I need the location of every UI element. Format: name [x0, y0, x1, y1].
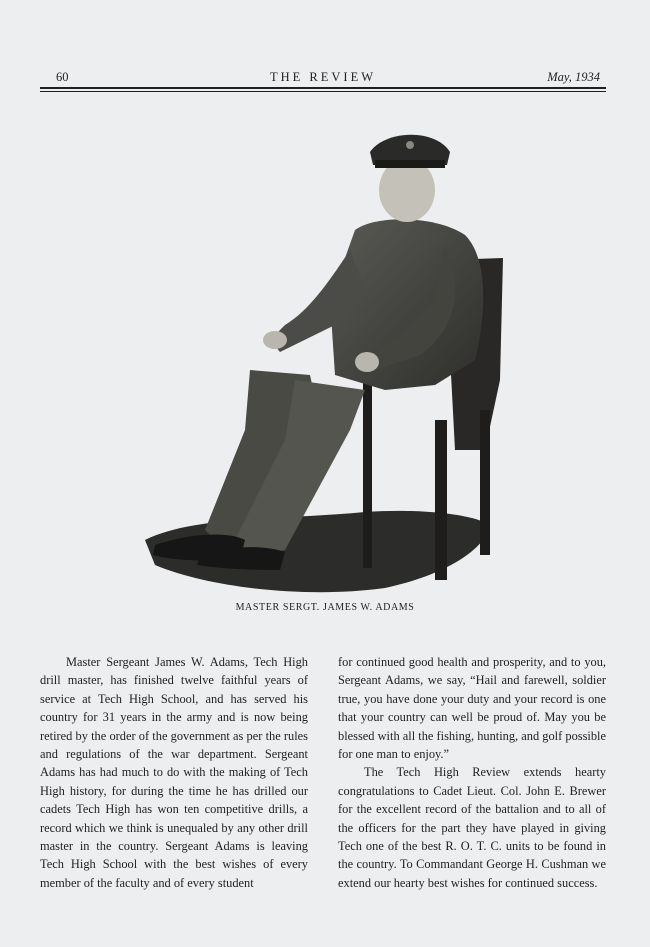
article-column-right — [338, 653, 606, 892]
article-paragraph: Master Sergeant James W. Adams, Tech High drill master, has finished twelve faithful years of service at Tech High School, and has served his country for 31 years in the army and is now being retired by the order of the government as per the rules and regulations of the war department. Sergeant Adams has had much to do with the making of Tech High history, for during the time he has drilled our cadets Tech High has won ten competitive drills, a record which we think is unequaled by any other drill master in the country. Sergeant Adams is leaving Tech High School with the best wishes of every member of the faculty and of every student — [40, 655, 308, 890]
header-rule-thick — [40, 87, 606, 89]
article-paragraph-continued: for continued good health and prosperity, and to you, Sergeant Adams, we say, “Hail and farewell, soldier true, you have done your duty and your record is one that your country can well be proud of. May you be blessed with all the fishing, hunting, and golf possible for one man to enjoy.” — [338, 655, 606, 762]
portrait-photo — [135, 120, 515, 600]
issue-date: May, 1934 — [547, 70, 600, 84]
header-rule-thin — [40, 91, 606, 92]
article-column-left — [40, 653, 308, 892]
publication-title: THE REVIEW — [269, 70, 377, 84]
page-number: 60 — [56, 70, 69, 84]
article-paragraph: The Tech High Review extends hearty congratulations to Cadet Lieut. Col. John E. Brewer for the excellent record of the battalion and to all of the officers for the part they have played in giving Tech one of the best R. O. T. C. units to be found in the country. To Commandant George H. Cushman we extend our hearty best wishes for continued success. — [338, 765, 606, 890]
photo-caption: MASTER SERGT. JAMES W. ADAMS — [235, 602, 415, 613]
